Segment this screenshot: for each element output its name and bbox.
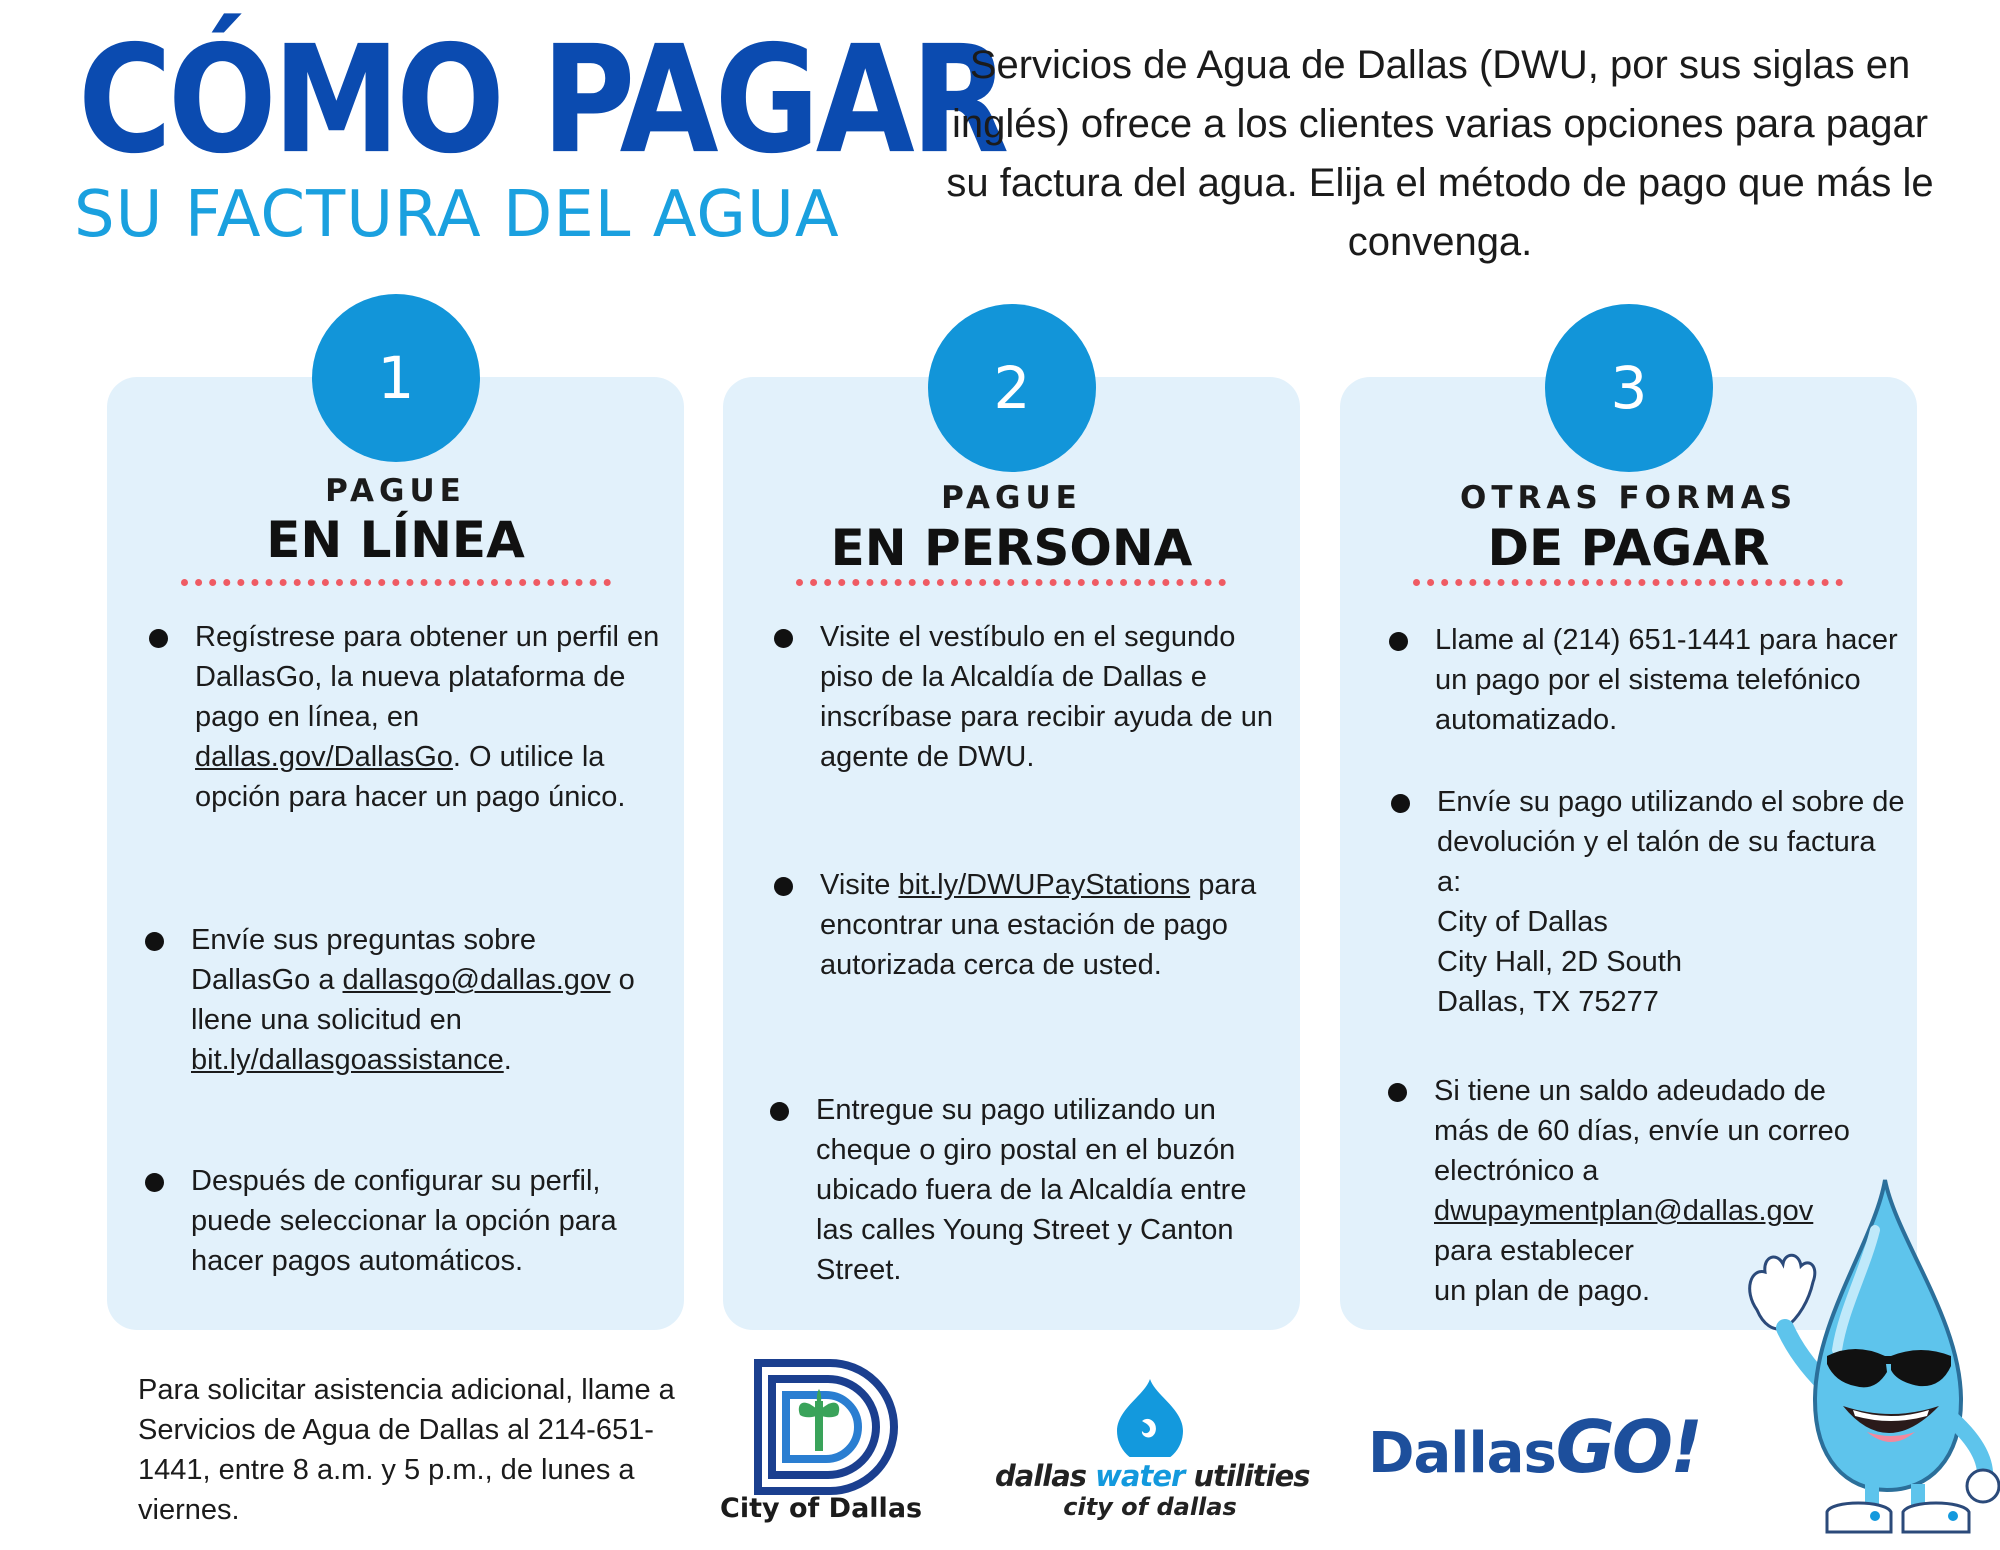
list-item: Visite bit.ly/DWUPayStations para encontrar una estación de pago autorizada cerca de usted. <box>820 865 1290 985</box>
dallasgo-link[interactable]: dallas.gov/DallasGo <box>195 741 453 773</box>
step-number-circle: 2 <box>928 304 1096 472</box>
bullet-icon <box>774 629 793 648</box>
dotted-divider <box>796 579 1226 586</box>
paymentplan-email-link[interactable]: dwupaymentplan@dallas.gov <box>1434 1195 1814 1227</box>
list-item: Si tiene un saldo adeudado de más de 60 días, envíe un correo electrónico a dwupaymentplan@dallas.gov para establecer un plan de pago. <box>1434 1071 1884 1311</box>
city-of-dallas-d-icon <box>720 1355 920 1495</box>
dallasgo-go-mark: GO! <box>1555 1405 1700 1489</box>
card-kicker: PAGUE <box>325 473 466 509</box>
dwu-city-label: city of dallas <box>1063 1493 1237 1521</box>
card-kicker: OTRAS FORMAS <box>1459 480 1798 516</box>
list-item: Envíe su pago utilizando el sobre de devolución y el talón de su factura a: City of Dallas City Hall, 2D South Dallas, TX 75277 <box>1437 782 1907 1022</box>
dallasgo-assistance-link[interactable]: bit.ly/dallasgoassistance <box>191 1044 504 1076</box>
dwu-wordmark: dallas water utilities <box>995 1459 1310 1493</box>
bullet-icon <box>770 1102 789 1121</box>
card-kicker: PAGUE <box>941 480 1082 516</box>
page-subtitle: SU FACTURA DEL AGUA <box>74 178 840 252</box>
card-heading: EN PERSONA <box>830 519 1193 577</box>
list-item: Visite el vestíbulo en el segundo piso de la Alcaldía de Dallas e inscríbase para recibir ayuda de un agente de DWU. <box>820 617 1290 777</box>
card-online <box>107 344 684 1330</box>
card-in-person <box>723 354 1300 1330</box>
page-title: CÓMO PAGAR <box>78 14 1006 188</box>
bullet-icon <box>149 629 168 648</box>
water-drop-mascot <box>1715 1160 2000 1545</box>
bullet-icon <box>145 932 164 951</box>
paystations-link[interactable]: bit.ly/DWUPayStations <box>898 869 1191 901</box>
step-number-circle: 3 <box>1545 304 1713 472</box>
dotted-divider <box>181 579 611 586</box>
city-of-dallas-label: City of Dallas <box>720 1493 923 1524</box>
dallasgo-wordmark: Dallas <box>1368 1421 1556 1486</box>
dallasgo-logo <box>1368 1405 1718 1489</box>
bullet-icon <box>1391 794 1410 813</box>
water-drop-icon <box>995 1375 1305 1457</box>
city-of-dallas-logo <box>720 1355 923 1525</box>
list-item: Entregue su pago utilizando un cheque o giro postal en el buzón ubicado fuera de la Alcaldía entre las calles Young Street y Canton Street. <box>816 1090 1286 1290</box>
step-number-circle: 1 <box>312 294 480 462</box>
bullet-icon <box>774 877 793 896</box>
address-line: City of Dallas <box>1437 906 1608 938</box>
dotted-divider <box>1413 579 1843 586</box>
card-heading: EN LÍNEA <box>266 511 525 569</box>
list-item: Regístrese para obtener un perfil en DallasGo, la nueva plataforma de pago en línea, en dallas.gov/DallasGo. O utilice la opción para hacer un pago único. <box>195 617 665 817</box>
water-drop-mascot-icon <box>1715 1160 2000 1545</box>
list-item: Envíe sus preguntas sobre DallasGo a dallasgo@dallas.gov o llene una solicitud en bit.ly/dallasgoassistance. <box>191 920 661 1080</box>
footer-assistance-text: Para solicitar asistencia adicional, llame a Servicios de Agua de Dallas al 214-651-1441, entre 8 a.m. y 5 p.m., de lunes a viernes. <box>138 1374 675 1526</box>
intro-paragraph: Servicios de Agua de Dallas (DWU, por sus siglas en inglés) ofrece a los clientes varias opciones para pagar su factura del agua. Elija el método de pago que más le convenga. <box>946 43 1934 264</box>
address-line: City Hall, 2D South <box>1437 946 1682 978</box>
bullet-icon <box>1388 1083 1407 1102</box>
dallasgo-email-link[interactable]: dallasgo@dallas.gov <box>342 964 611 996</box>
list-item: Después de configurar su perfil, puede seleccionar la opción para hacer pagos automáticos. <box>191 1161 661 1281</box>
dallas-water-utilities-logo <box>995 1375 1310 1525</box>
bullet-icon <box>1389 632 1408 651</box>
list-item: Llame al (214) 651-1441 para hacer un pago por el sistema telefónico automatizado. <box>1435 620 1905 740</box>
card-heading: DE PAGAR <box>1487 519 1770 577</box>
bullet-icon <box>145 1173 164 1192</box>
address-line: Dallas, TX 75277 <box>1437 986 1659 1018</box>
